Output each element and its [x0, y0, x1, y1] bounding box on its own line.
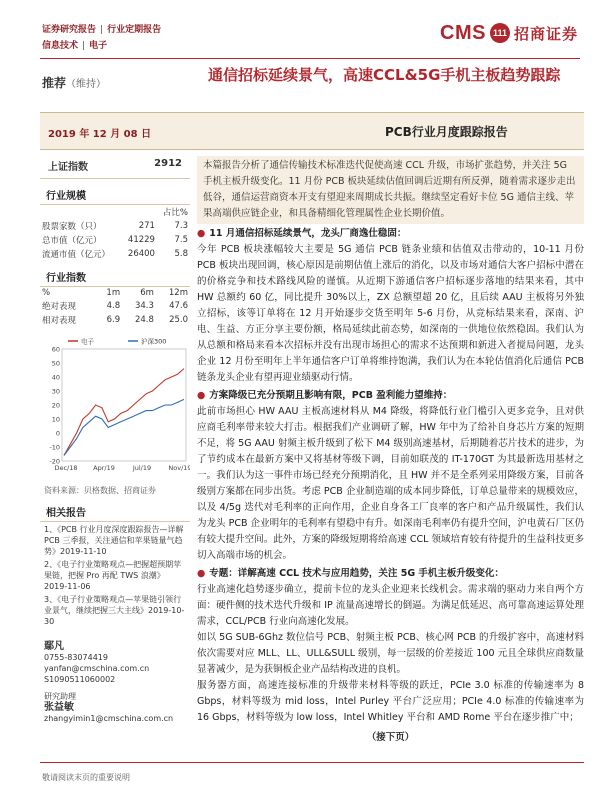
continued-note: （接下页） — [366, 732, 415, 743]
bullet-icon: ● — [197, 390, 206, 401]
category-label: 证券研究报告 — [42, 25, 97, 35]
footer-divider — [40, 762, 584, 763]
table-row — [40, 219, 190, 233]
series-line-1 — [64, 399, 184, 455]
subcategory-label: 行业定期报告 — [107, 25, 162, 35]
related-reports-list — [40, 522, 190, 631]
bullet-icon: ● — [197, 228, 206, 239]
table-row — [40, 299, 190, 313]
perf-header: % — [42, 288, 51, 298]
rating — [42, 74, 106, 91]
section-heading — [197, 566, 584, 582]
stock-chart-svg — [40, 333, 190, 483]
row-value: 41229 — [127, 235, 155, 245]
y-tick-label: 30 — [51, 387, 60, 396]
rating-sub: （维持） — [66, 79, 107, 90]
x-tick-label: Dec/18 — [54, 464, 78, 472]
section-body: 此前市场担心 HW AAU 主板高速材料从 M4 降级，将降低行业门槛引入更多竞争，且对供应商毛利率带来较大打击。根据我们产业调研了解，HW 年中为了给补自身芯片方案的短期不足，将 5G AAU 射频主板升级到了松下 M4 级别高速基材，后期随着芯片技术的进步，为了节约成本在最新方案中又将基材等级下调，目前如联茂的 IT-170GT 为其最新选用基材之一。我们认为这一事件市场已经充分预期消化，且 HW 并不是全系列采用降级方案，目前各级别方案都在同步出货。考虑 PCB 企业制造端的成本同步降低，订单总量带来的规模效应，以及 4/5g 迭代对毛利率的正向作用，企业自身各工厂良率的客户和产品升级属性，我们认为龙头 PCB 企业明年的毛利率有望稳中有升。如深南毛利率仍有提升空间，沪电黄石厂区仍有较大提升空间。此外，方案的降级短期将给高速 CCL 领域培育较有待提升的生益科技更多切入高端市场的机会。 — [197, 406, 584, 561]
y-tick-label: 40 — [51, 373, 60, 382]
y-tick-label: -20 — [49, 457, 60, 466]
industry-l2-label: 电子 — [89, 41, 108, 51]
legend-label: 电子 — [81, 337, 94, 346]
section-heading-text: 专题：详解高速 CCL 技术与应用趋势，关注 5G 手机主板升级变化： — [209, 568, 504, 579]
share-header: 占比% — [162, 208, 188, 218]
analyst-name: 鄢凡 — [44, 641, 64, 652]
related-reports-heading: 相关报告 — [40, 496, 190, 522]
y-tick-label: 60 — [51, 345, 60, 354]
report-type: PCB行业月度跟踪报告 — [385, 125, 508, 139]
basic-data-table — [40, 205, 190, 261]
section-heading — [197, 226, 584, 242]
section-body: 今年 PCB 板块涨幅较大主要是 5G 通信 PCB 链条业绩和估值双击带动的，10-11 月份 PCB 板块出现回调，核心原因是前期估值上涨后的消化，以及市场对通信大客户招标中潜在的价格竞争和技术路线风险的谨慎。从近期下游通信客户招标逐步落地的结果来看，其中 HW 总额约 60 亿，同比提升 30%以上，ZX 总额望超 20 亿，且后续 AAU 主板将另外独立招标，该等订单将在 12 月开始逐步交货至明年 5-6 月份，从竞标结果来看，深南、沪电、生益、方正分享主要份额，格局延续此前态势，如深南的一供地位依然稳固。我们认为从总额和格局来看本次招标并没有出现市场担心的需求不达预期和新进入者搅局问题，龙头企业 12 月份至明年上半年通信客户订单将维持饱满，我们认为在本轮估值消化后通信 PCB 链条龙头企业有望再迎业绩驱动行情。 — [197, 244, 584, 383]
performance-heading: 行业指数 — [40, 261, 190, 287]
row-label: 流通市值（亿元） — [42, 250, 111, 260]
section-heading-text: 11 月通信招标延续景气，龙头厂商逸仕稳固： — [209, 228, 407, 239]
perf-header: 1m — [106, 288, 121, 298]
perf-header: 6m — [140, 288, 154, 298]
row-label: 总市值（亿元） — [42, 236, 102, 246]
basic-data-heading: 行业规模 — [40, 179, 190, 205]
row-value: 26400 — [127, 249, 155, 259]
related-report-link[interactable]: 2、《电子行业策略观点—把握超预期苹果链，把握 Pro 再配 TWS 浪潮》2019-11-06 — [44, 560, 182, 591]
row-value: 25.0 — [169, 315, 188, 325]
x-tick-label: Nov/19 — [168, 464, 190, 472]
row-label: 绝对表现 — [42, 302, 77, 312]
sidebar — [40, 156, 190, 726]
stock-chart — [40, 333, 190, 483]
date-band — [40, 112, 584, 150]
row-value: 4.8 — [106, 301, 121, 311]
perf-header: 12m — [168, 288, 188, 298]
table-row — [40, 233, 190, 247]
row-label: 相对表现 — [42, 316, 77, 326]
performance-table — [40, 287, 190, 327]
analyst-block — [40, 639, 190, 726]
y-tick-label: 50 — [51, 359, 60, 368]
header-divider — [40, 58, 580, 59]
main-body — [197, 156, 584, 746]
logo-cms-text: CMS — [440, 21, 486, 44]
index-row — [40, 156, 190, 179]
abstract: 本篇报告分析了通信传输技术标准迭代促使高速 CCL 升级，市场扩张趋势，并关注 5G 手机主板升级变化。11 月份 PCB 板块延续估值回调后近期有所反弹，随着需求逐步走出低谷，通信运营商资本开支有望迎来周期成长共振。继续坚定看好卡位 5G 通信主线、苹果高端供应链企业，和具备精细化管理属性企业长期价值。 — [197, 156, 584, 224]
table-row — [40, 247, 190, 261]
series-line-0 — [64, 369, 184, 456]
section-body: 行业高速化趋势逐步确立，提前卡位的龙头企业迎来长线机会。需求端的驱动力来自两个方面：硬件侧的技术迭代升级和 IP 流量高速增长的倒逼。为满足低延迟、高可靠高速运算处理需求，CCL/PCB 行业向高速化发展。 如以 5G SUB-6Ghz 数位信号 PCB、射频主板 PCB、核心网 PCB 的升级扩容中，高速材料依次需要对应 MLL、LL、ULL&SULL 级别，每一层级的价差接近 100 元且全球供应商数量显著减少，是为获铜板企业产品结构改进的良机。 服务器方面，高速连接标准的升级带来材料等级的跃迁，PCIe 3.0 标准的传输速率为 8 Gbps，材料等级为 mid loss，Intel Purley 平台广泛应用；PCIe 4.0 标准的传输速率为 16 Gbps，材料等级为 low loss，Intel Whitley 平台和 AMD Rome 平台在逐步推广中； — [197, 584, 584, 723]
x-tick-label: Apr/19 — [93, 464, 115, 472]
footer-note: 敬请阅读末页的重要说明 — [42, 773, 130, 782]
researcher-heading: 研究助理 — [44, 692, 76, 701]
y-tick-label: 0 — [55, 429, 60, 438]
analyst-email[interactable]: yanfan@cmschina.com.cn — [44, 664, 150, 673]
rating-label: 推荐 — [42, 76, 67, 90]
report-title: 通信招标延续景气，高速CCL&5G手机主板趋势跟踪 — [208, 66, 561, 84]
y-tick-label: -10 — [49, 443, 60, 452]
related-report-link[interactable]: 1、《PCB 行业月度深度跟踪报告—详解 PCB 三季报，关注通信和苹果链量气趋势》2019-11-10 — [44, 525, 184, 556]
legend-label: 沪深300 — [141, 337, 167, 346]
related-report-link[interactable]: 3、《电子行业策略观点—苹果链引领行业景气，继续把握三大主线》2019-10-30 — [44, 595, 185, 626]
industry-l1-label: 信息技术 — [42, 41, 79, 51]
analyst-cert: S1090511060002 — [44, 675, 116, 684]
y-tick-label: 10 — [51, 415, 60, 424]
index-label: 上证指数 — [48, 162, 88, 173]
bullet-icon: ● — [197, 568, 206, 579]
section-heading — [197, 388, 584, 404]
row-pct: 5.8 — [174, 249, 188, 259]
report-header-tags: 证券研究报告 | 行业定期报告 信息技术 | 电子 — [42, 25, 162, 51]
row-value: 271 — [138, 221, 155, 231]
row-value: 47.6 — [169, 301, 188, 311]
table-row — [40, 313, 190, 327]
researcher-name: 张益敏 — [44, 702, 74, 713]
x-tick-label: Jul/19 — [132, 464, 152, 472]
logo-cn-text: 招商证券 — [513, 24, 578, 43]
cms-logo — [440, 20, 578, 46]
row-value: 6.9 — [106, 315, 121, 325]
row-value: 24.8 — [134, 315, 154, 325]
researcher-email[interactable]: zhangyimin1@cmschina.com.cn — [44, 714, 174, 723]
row-label: 股票家数（只） — [42, 222, 102, 232]
row-pct: 7.5 — [174, 235, 188, 245]
report-date: 2019 年 12 月 08 日 — [48, 129, 152, 140]
section-heading-text: 方案降级已充分预期且影响有限，PCB 盈利能力望维持： — [209, 390, 453, 401]
logo-badge-icon: 111 — [490, 23, 510, 43]
analyst-phone: 0755-83074419 — [44, 653, 108, 662]
chart-source: 资料来源：贝格数据、招商证券 — [44, 486, 156, 495]
row-value: 34.3 — [134, 301, 154, 311]
row-pct: 7.3 — [174, 221, 188, 231]
y-tick-label: 20 — [51, 401, 60, 410]
index-value: 2912 — [154, 158, 182, 169]
